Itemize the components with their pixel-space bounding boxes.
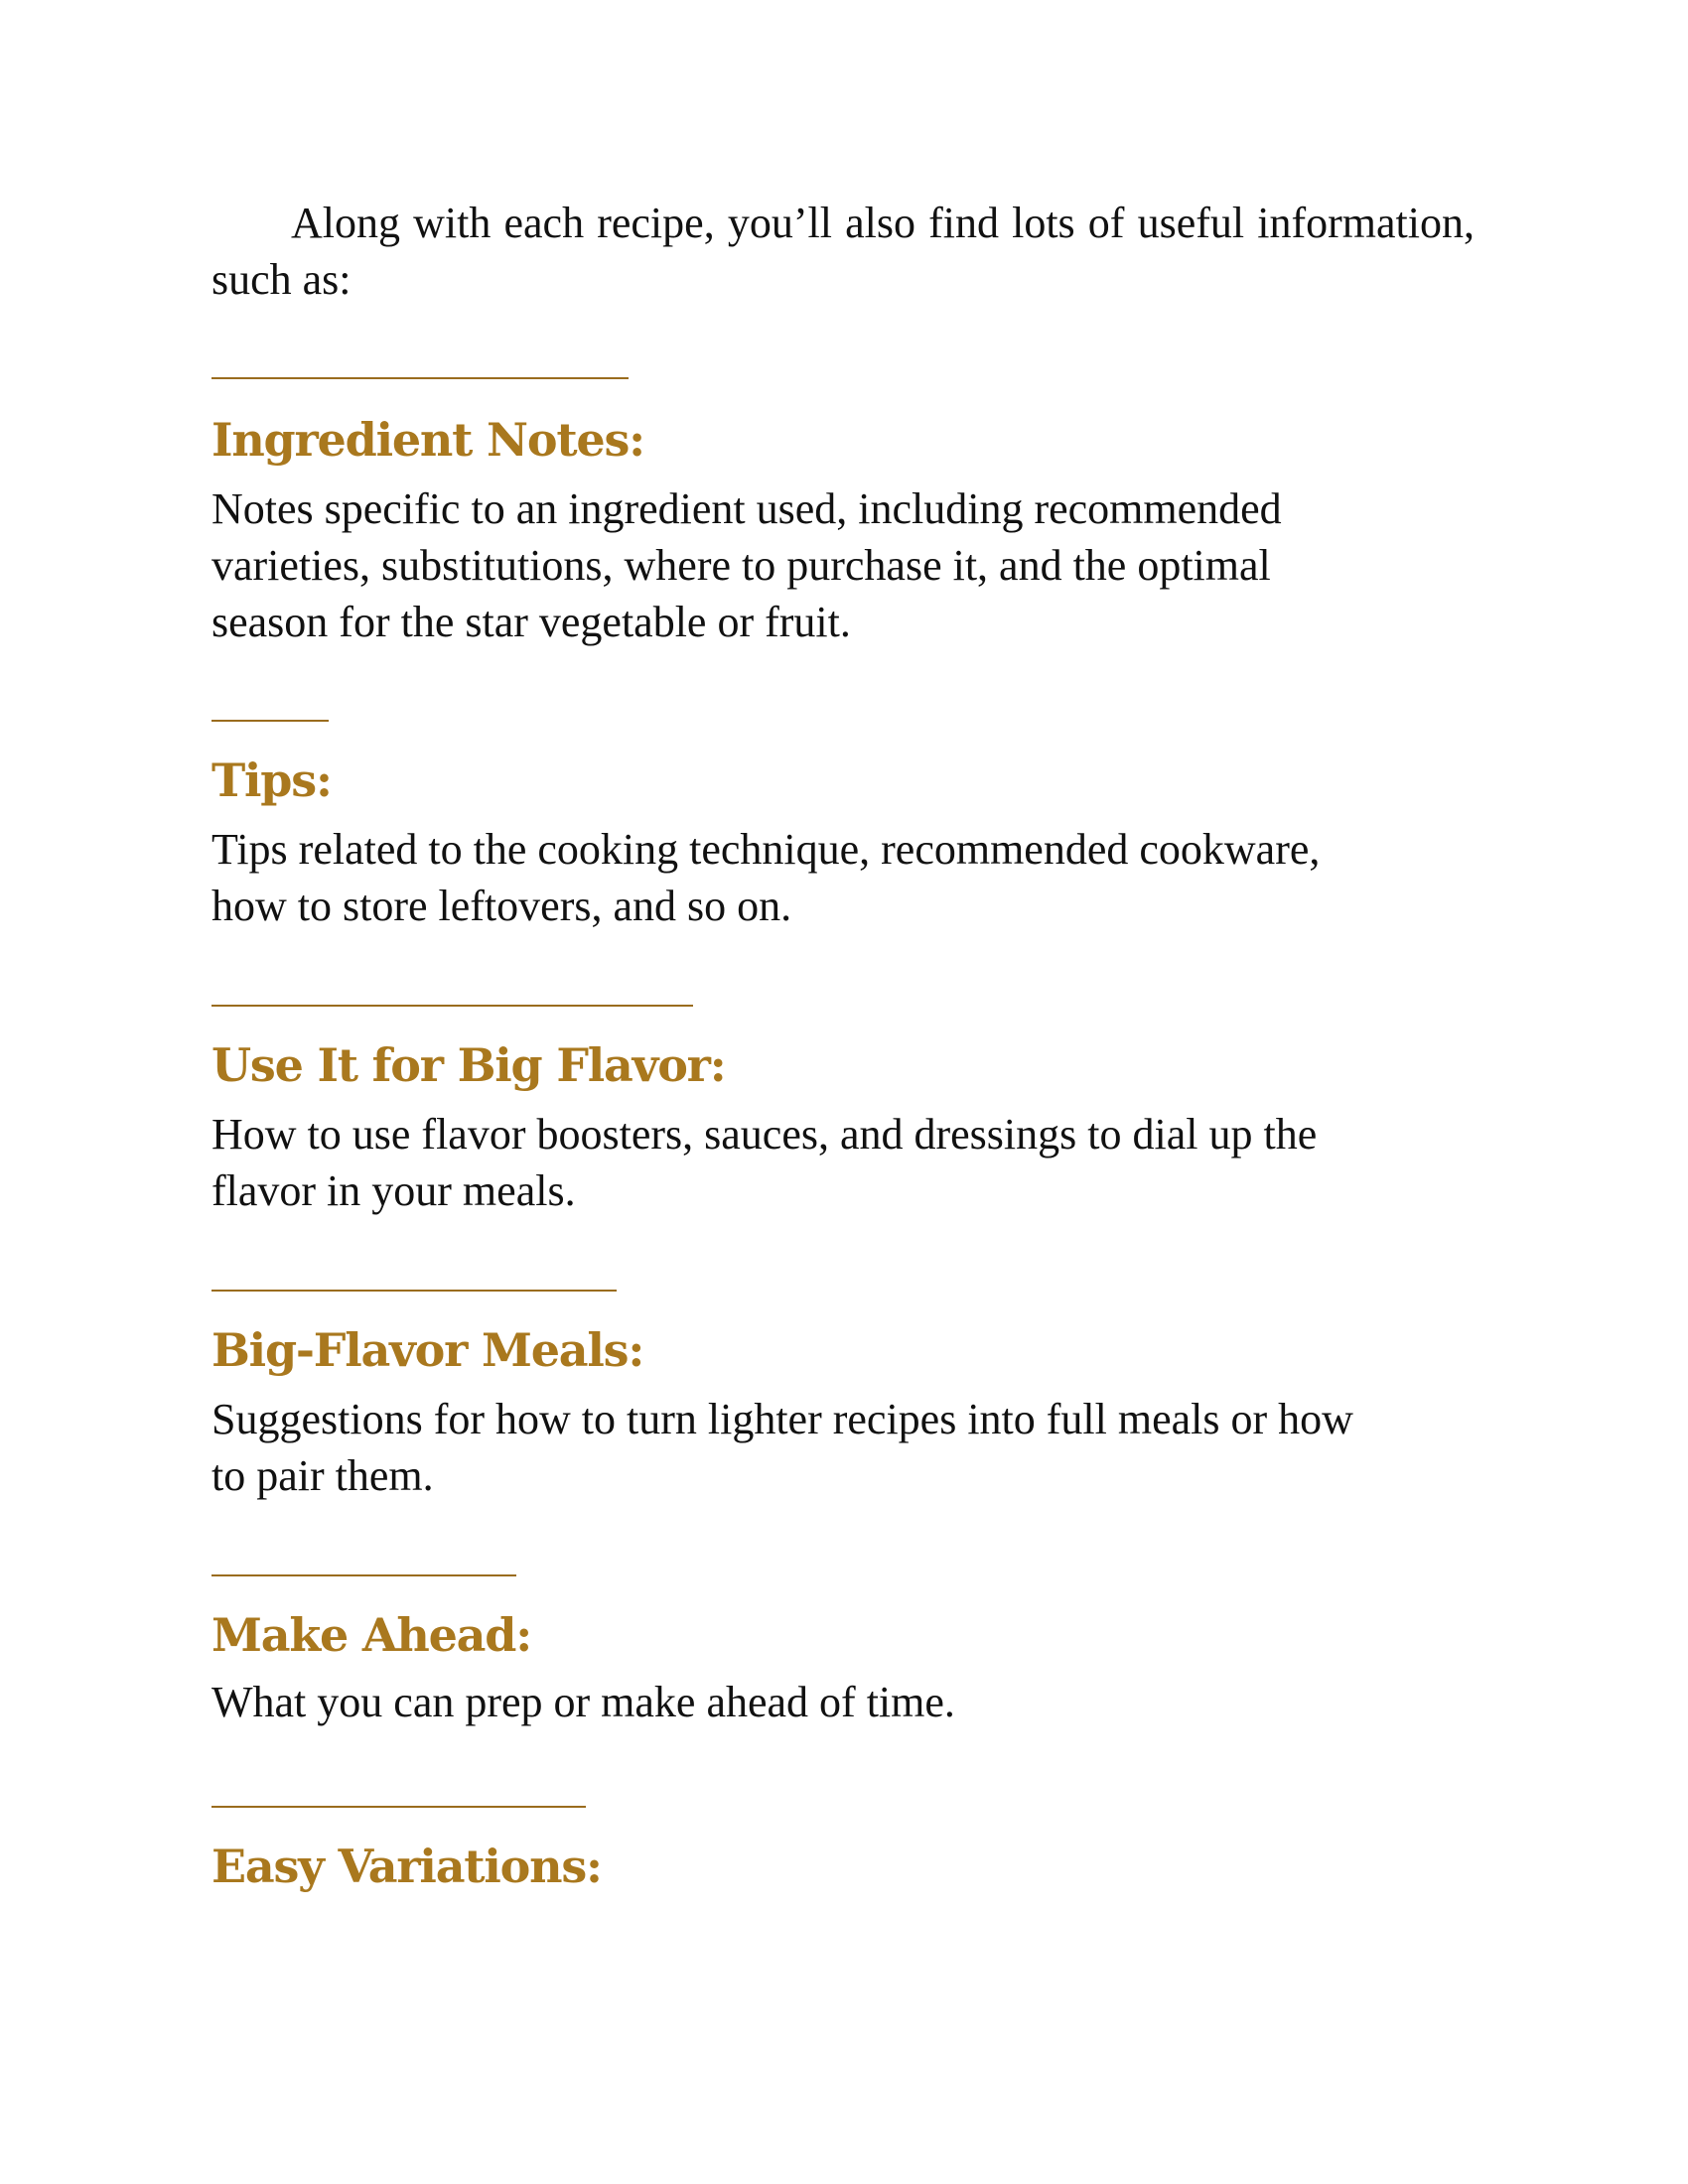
section-make-ahead — [211, 1574, 1473, 1730]
section-body-line: varieties, substitutions, where to purchase it, and the optimal — [211, 541, 1271, 590]
section-divider — [211, 1574, 516, 1576]
section-divider — [211, 377, 629, 379]
section-body-line: how to store leftovers, and so on. — [211, 882, 792, 930]
section-heading: Make Ahead: — [211, 1608, 532, 1662]
section-heading: Big-Flavor Meals: — [211, 1323, 644, 1377]
section-body-line: Suggestions for how to turn lighter recipes into full meals or how — [211, 1395, 1353, 1443]
section-ingredient-notes — [211, 377, 1473, 650]
section-divider — [211, 1005, 693, 1007]
section-body-line: season for the star vegetable or fruit. — [211, 598, 851, 646]
section-divider — [211, 1806, 586, 1808]
section-body-line: flavor in your meals. — [211, 1166, 576, 1215]
section-use-it-for-big-flavor — [211, 1005, 1473, 1219]
section-divider — [211, 720, 329, 722]
section-heading: Ingredient Notes: — [211, 413, 644, 467]
section-body-line: to pair them. — [211, 1451, 434, 1500]
section-body-line: Tips related to the cooking technique, recommended cookware, — [211, 825, 1321, 874]
section-big-flavor-meals — [211, 1290, 1473, 1504]
section-heading: Use It for Big Flavor: — [211, 1038, 726, 1092]
section-divider — [211, 1290, 617, 1292]
section-easy-variations — [211, 1806, 1473, 1897]
section-tips — [211, 720, 1473, 934]
section-body-line: What you can prep or make ahead of time. — [211, 1678, 955, 1726]
section-heading: Tips: — [211, 753, 332, 807]
intro-paragraph: Along with each recipe, you’ll also find lots of useful information, such as: — [211, 199, 1475, 304]
section-body-line: Notes specific to an ingredient used, including recommended — [211, 484, 1282, 533]
section-heading: Easy Variations: — [211, 1840, 602, 1893]
section-body-line: How to use flavor boosters, sauces, and dressings to dial up the — [211, 1110, 1318, 1159]
